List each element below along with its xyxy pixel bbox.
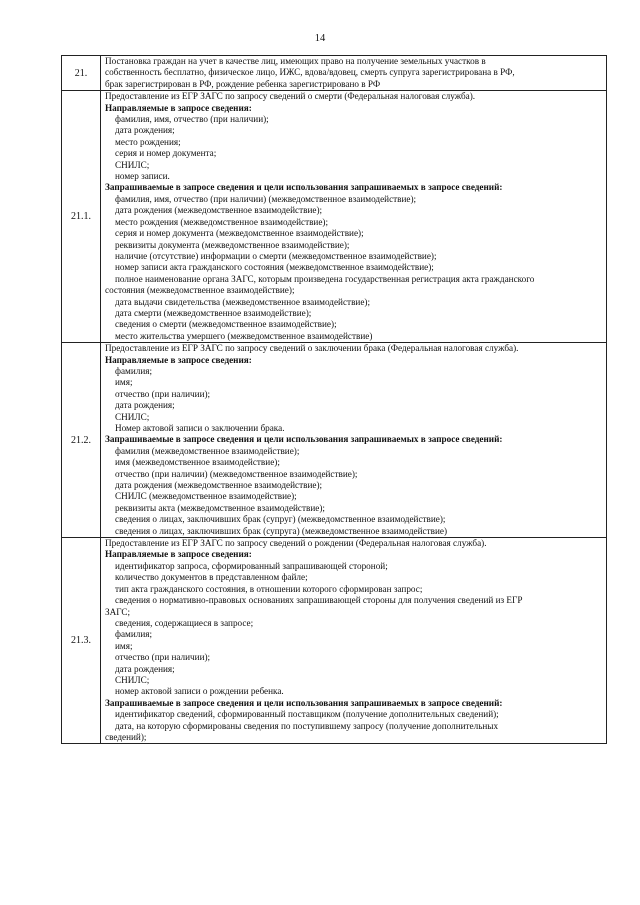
text-line: Предоставление из ЕГР ЗАГС по запросу сведений о смерти (Федеральная налоговая служба).	[105, 91, 476, 102]
text-line: сведения о смерти (межведомственное взаимодействие);	[115, 319, 337, 330]
row-content	[101, 56, 607, 91]
section-heading: Направляемые в запросе сведения:	[105, 102, 252, 113]
text-line: дата, на которую сформированы сведения по поступившему запросу (получение дополнительных	[115, 720, 499, 731]
text-line: дата рождения;	[115, 400, 175, 411]
text-line: дата рождения;	[115, 663, 175, 674]
text-line: отчество (при наличии) (межведомственное взаимодействие);	[115, 468, 358, 479]
row-number: 21.	[62, 56, 101, 91]
text-line: дата рождения (межведомственное взаимодействие);	[115, 480, 323, 491]
text-line: номер записи акта гражданского состояния (межведомственное взаимодействие);	[115, 262, 434, 273]
text-line: количество документов в представленном файле;	[115, 572, 308, 583]
text-line: отчество (при наличии);	[115, 652, 211, 663]
text-line: имя (межведомственное взаимодействие);	[115, 457, 280, 468]
text-line: полное наименование органа ЗАГС, которым произведена государственная регистрация акта гражданского	[115, 273, 535, 284]
text-line: сведения о нормативно-правовых основаниях запрашивающей стороны для получения сведений из ЕГР	[115, 595, 523, 606]
text-line: фамилия, имя, отчество (при наличии) (межведомственное взаимодействие);	[115, 193, 417, 204]
row-content	[101, 538, 607, 744]
text-line: брак зарегистрирован в РФ, рождение ребенка зарегистрировано в РФ	[105, 78, 381, 89]
text-line: Номер актовой записи о заключении брака.	[115, 423, 285, 433]
text-line: собственность бесплатно, физическое лицо, ИЖС, вдова/вдовец, смерть супруга зарегистрирована в РФ,	[105, 67, 515, 78]
text-line: дата смерти (межведомственное взаимодействие);	[115, 307, 312, 318]
text-line: отчество (при наличии);	[115, 388, 211, 399]
text-line: серия и номер документа (межведомственное взаимодействие);	[115, 228, 364, 239]
text-line: фамилия;	[115, 629, 153, 640]
table-row	[62, 343, 607, 538]
text-line: место рождения;	[115, 136, 181, 147]
text-line: наличие (отсутствие) информации о смерти (межведомственное взаимодействие);	[115, 250, 437, 261]
text-line: сведения о лицах, заключивших брак (супруг) (межведомственное взаимодействие);	[115, 514, 446, 525]
text-line: реквизиты документа (межведомственное взаимодействие);	[115, 239, 350, 250]
text-line: СНИЛС;	[115, 159, 150, 170]
text-line: дата выдачи свидетельства (межведомственное взаимодействие);	[115, 296, 371, 307]
text-line: имя;	[115, 377, 133, 388]
text-line: дата рождения (межведомственное взаимодействие);	[115, 205, 323, 216]
text-line: номер записи.	[115, 171, 170, 182]
text-line: номер актовой записи о рождении ребенка.	[115, 686, 284, 697]
text-line: фамилия, имя, отчество (при наличии);	[115, 114, 269, 125]
section-heading: Направляемые в запросе сведения:	[105, 354, 252, 365]
row-number: 21.2.	[62, 343, 101, 538]
table-body	[62, 56, 607, 744]
text-line: фамилия;	[115, 365, 153, 376]
row-content	[101, 91, 607, 343]
text-line: сведения о лицах, заключивших брак (супруга) (межведомственное взаимодействие)	[115, 525, 448, 536]
section-heading: Запрашиваемые в запросе сведения и цели использования запрашиваемых в запросе сведений:	[105, 182, 503, 193]
text-line: сведения, содержащиеся в запросе;	[115, 617, 254, 628]
section-heading: Направляемые в запросе сведения:	[105, 549, 252, 560]
text-line: СНИЛС (межведомственное взаимодействие);	[115, 491, 297, 502]
requirements-table	[61, 55, 607, 744]
table-row	[62, 56, 607, 91]
row-number: 21.1.	[62, 91, 101, 343]
text-line: фамилия (межведомственное взаимодействие);	[115, 445, 300, 456]
text-line: состояния (межведомственное взаимодействие);	[105, 285, 295, 296]
text-line: СНИЛС;	[115, 411, 150, 422]
text-line: идентификатор сведений, сформированный поставщиком (получение дополнительных сведений);	[115, 709, 499, 720]
row-content	[101, 343, 607, 538]
text-line: дата рождения;	[115, 125, 175, 136]
page-number: 14	[314, 33, 326, 44]
text-line: сведений);	[105, 731, 147, 742]
text-line: ЗАГС;	[105, 606, 131, 617]
text-line: реквизиты акта (межведомственное взаимодействие);	[115, 502, 325, 513]
text-line: Постановка граждан на учет в качестве лиц, имеющих право на получение земельных участков в	[105, 56, 486, 66]
row-number: 21.3.	[62, 538, 101, 744]
section-heading: Запрашиваемые в запросе сведения и цели использования запрашиваемых в запросе сведений:	[105, 697, 503, 708]
text-line: тип акта гражданского состояния, в отношении которого сформирован запрос;	[115, 583, 423, 594]
table-row	[62, 538, 607, 744]
text-line: идентификатор запроса, сформированный запрашивающей стороной;	[115, 560, 388, 571]
text-line: Предоставление из ЕГР ЗАГС по запросу сведений о рождении (Федеральная налоговая служба).	[105, 538, 487, 549]
text-line: серия и номер документа;	[115, 148, 217, 159]
text-line: СНИЛС;	[115, 674, 150, 685]
text-line: место жительства умершего (межведомственное взаимодействие)	[115, 330, 373, 341]
text-line: Предоставление из ЕГР ЗАГС по запросу сведений о заключении брака (Федеральная налоговая служба).	[105, 343, 519, 354]
table-row	[62, 91, 607, 343]
section-heading: Запрашиваемые в запросе сведения и цели использования запрашиваемых в запросе сведений:	[105, 434, 503, 445]
text-line: имя;	[115, 640, 133, 651]
text-line: место рождения (межведомственное взаимодействие);	[115, 216, 329, 227]
